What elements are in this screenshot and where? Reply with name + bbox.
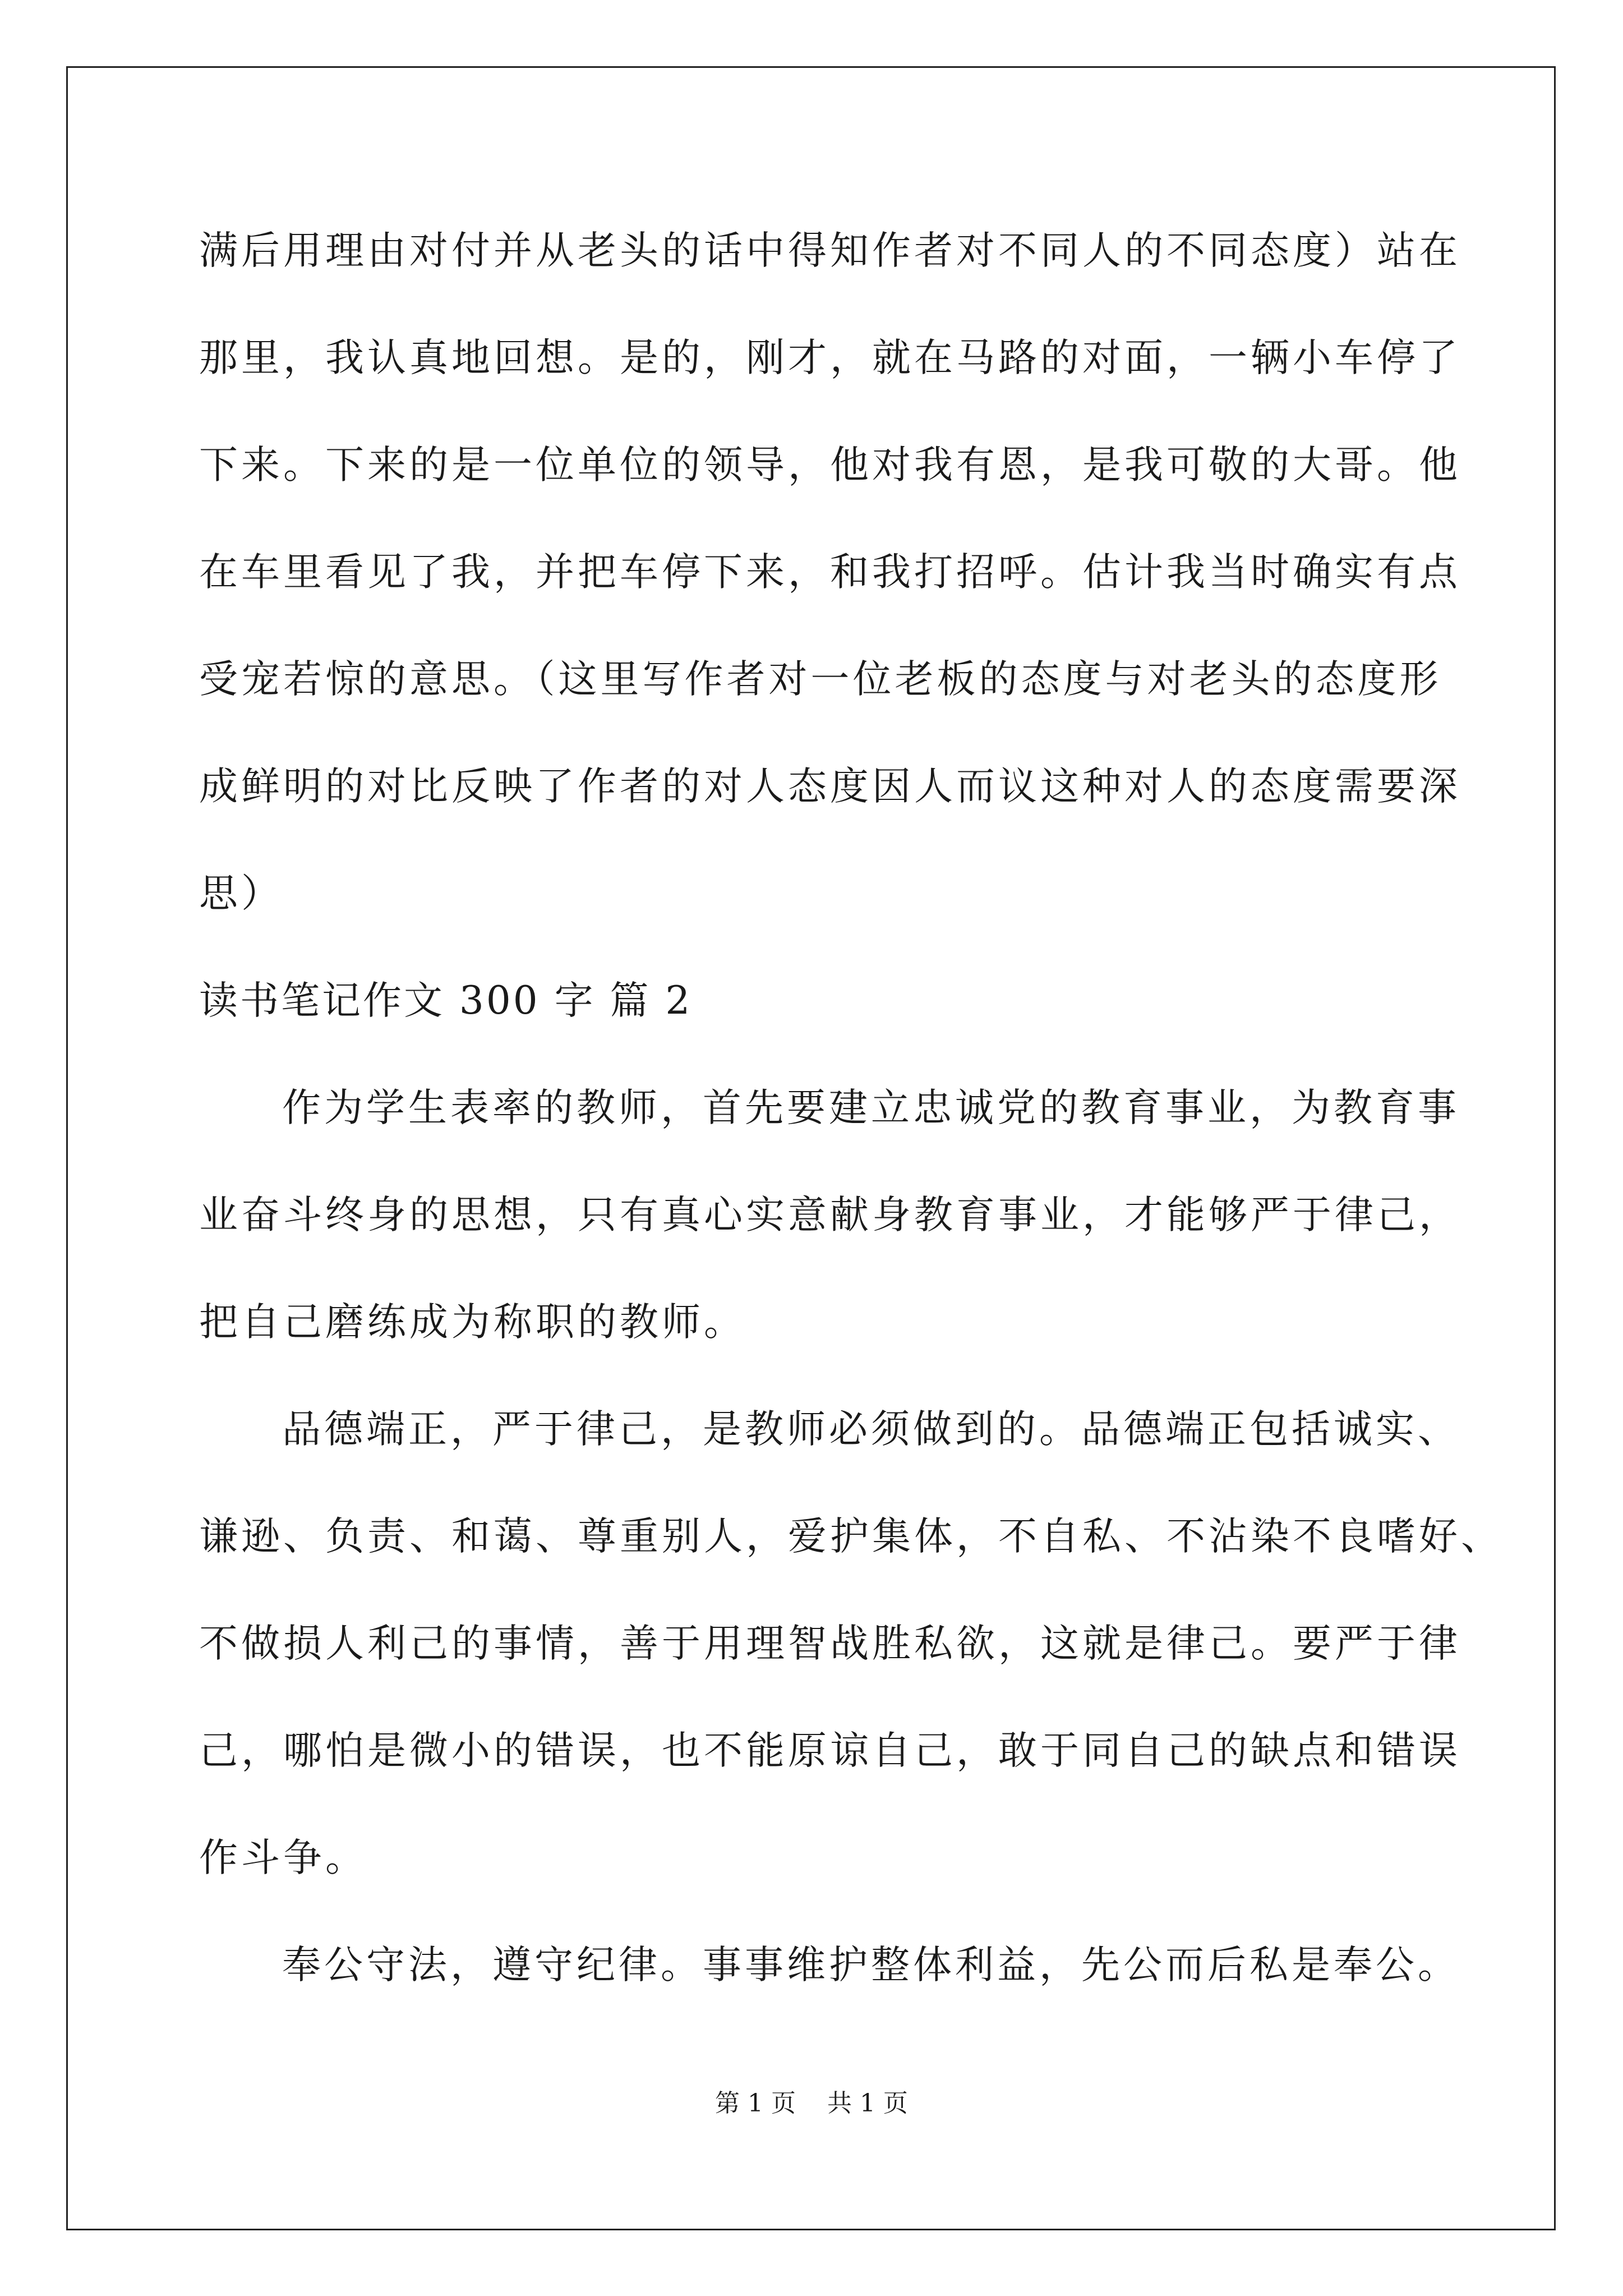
text-line: 思） <box>199 871 283 916</box>
text-line: 满后用理由对付并从老头的话中得知作者对不同人的不同态度）站在 <box>199 228 1461 273</box>
text-line: 业奋斗终身的思想，只有真心实意献身教育事业，才能够严于律己， <box>199 1193 1461 1237</box>
text-line: 不做损人利己的事情，善于用理智战胜私欲，这就是律己。要严于律 <box>199 1621 1461 1666</box>
text-line: 谦逊、负责、和蔼、尊重别人，爱护集体，不自私、不沾染不良嗜好、 <box>199 1514 1503 1559</box>
paragraph-1 <box>199 1073 1467 1395</box>
paragraph-2 <box>199 1395 1503 1930</box>
text-line: 把自己磨练成为称职的教师。 <box>199 1300 746 1345</box>
text-line: 己，哪怕是微小的错误，也不能原谅自己，敢于同自己的缺点和错误 <box>199 1728 1461 1773</box>
text-line: 作为学生表率的教师，首先要建立忠诚党的教育事业，为教育事 <box>282 1085 1460 1130</box>
text-line: 下来。下来的是一位单位的领导，他对我有恩，是我可敬的大哥。他 <box>199 443 1461 487</box>
text-line: 那里，我认真地回想。是的，刚才，就在马路的对面，一辆小车停了 <box>199 335 1461 380</box>
paragraph-3 <box>199 1930 1467 2037</box>
text-line: 在车里看见了我，并把车停下来，和我打招呼。估计我当时确实有点 <box>199 550 1461 595</box>
text-line: 成鲜明的对比反映了作者的对人态度因人而议这种对人的态度需要深 <box>199 764 1461 809</box>
text-line: 奉公守法，遵守纪律。事事维护整体利益，先公而后私是奉公。 <box>282 1943 1460 1987</box>
text-line: 品德端正，严于律己，是教师必须做到的。品德端正包括诚实、 <box>282 1407 1460 1452</box>
section-heading: 读书笔记作文 300 字 篇 2 <box>199 978 693 1023</box>
document-body <box>199 216 1503 2037</box>
text-line: 受宠若惊的意思。（这里写作者对一位老板的态度与对老头的态度形 <box>199 657 1442 702</box>
text-line: 作斗争。 <box>199 1835 367 1880</box>
page-footer: 第 1 页 共 1 页 <box>715 2089 908 2118</box>
